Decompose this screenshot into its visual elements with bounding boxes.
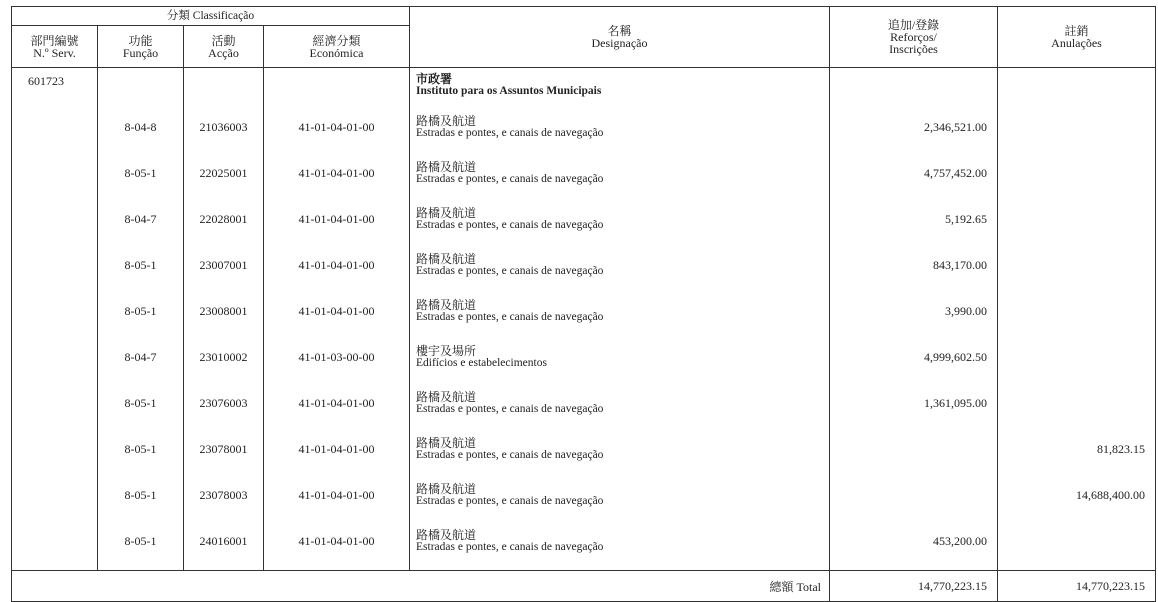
anulacoes-cell: [998, 386, 1156, 432]
designation-zh: 路橋及航道: [416, 160, 477, 174]
designation-header: [410, 7, 830, 68]
accao-cell: 21036003: [184, 110, 264, 156]
funcao-cell: 8-05-1: [98, 294, 184, 340]
economica-cell: 41-01-04-01-00: [264, 248, 410, 294]
budget-table: [11, 6, 1156, 602]
reforcos-cell: 843,170.00: [830, 248, 998, 294]
designation-pt: Estradas e pontes, e canais de navegação: [416, 265, 604, 277]
economica-header: [264, 26, 410, 68]
economica-cell: 41-01-04-01-00: [264, 524, 410, 571]
empty-cell: [830, 68, 998, 111]
anulacoes-cell: [998, 110, 1156, 156]
designation-pt: Edifícios e estabelecimentos: [416, 357, 547, 369]
service-name-zh: 市政署: [416, 72, 453, 86]
economica-cell: 41-01-04-01-00: [264, 478, 410, 524]
serv-cell: [12, 524, 98, 571]
accao-cell: 23078001: [184, 432, 264, 478]
funcao-cell: 8-05-1: [98, 432, 184, 478]
designation-zh: 路橋及航道: [416, 114, 477, 128]
serv-header-zh: 部門編號: [30, 33, 79, 48]
anulacoes-cell: [998, 524, 1156, 571]
reforcos-cell: 3,990.00: [830, 294, 998, 340]
anulacoes-cell: [998, 340, 1156, 386]
economica-cell: 41-01-04-01-00: [264, 294, 410, 340]
economica-cell: 41-01-04-01-00: [264, 202, 410, 248]
economica-cell: 41-01-04-01-00: [264, 386, 410, 432]
accao-header-zh: 活動: [211, 33, 236, 48]
serv-cell: [12, 294, 98, 340]
designation-pt: Estradas e pontes, e canais de navegação: [416, 173, 604, 185]
economica-cell: 41-01-04-01-00: [264, 432, 410, 478]
table-row: [12, 432, 1156, 478]
reforcos-cell: 453,200.00: [830, 524, 998, 571]
serv-cell: [12, 386, 98, 432]
designation-zh: 路橋及航道: [416, 436, 477, 450]
designation-pt: Estradas e pontes, e canais de navegação: [416, 127, 604, 139]
accao-header: [184, 26, 264, 68]
reforcos-cell: 1,361,095.00: [830, 386, 998, 432]
designation-header-zh: 名稱: [607, 24, 632, 38]
total-anulacoes: 14,770,223.15: [998, 571, 1156, 602]
table-row: [12, 340, 1156, 386]
serv-header: [12, 26, 98, 68]
serv-cell: [12, 340, 98, 386]
classification-header: 分類 Classificação: [12, 7, 410, 26]
total-label: 總額 Total: [410, 571, 830, 602]
funcao-cell: 8-04-7: [98, 340, 184, 386]
table-row: [12, 386, 1156, 432]
accao-cell: 24016001: [184, 524, 264, 571]
designation-cell: [410, 156, 830, 202]
table-row: [12, 478, 1156, 524]
empty-cell: [184, 68, 264, 111]
designation-cell: [410, 524, 830, 571]
empty-cell: [98, 68, 184, 111]
table-row: [12, 524, 1156, 571]
designation-cell: [410, 294, 830, 340]
economica-cell: 41-01-04-01-00: [264, 110, 410, 156]
accao-cell: 23007001: [184, 248, 264, 294]
designation-pt: Estradas e pontes, e canais de navegação: [416, 495, 604, 507]
designation-zh: 路橋及航道: [416, 206, 477, 220]
anulacoes-header-pt: Anulações: [1051, 36, 1102, 50]
empty-cell: [998, 68, 1156, 111]
empty-cell: [264, 571, 410, 602]
service-row: [12, 68, 1156, 111]
designation-cell: [410, 386, 830, 432]
designation-cell: [410, 340, 830, 386]
reforcos-cell: [830, 432, 998, 478]
serv-cell: [12, 248, 98, 294]
accao-cell: 22028001: [184, 202, 264, 248]
table-row: [12, 202, 1156, 248]
designation-zh: 路橋及航道: [416, 298, 477, 312]
empty-cell: [98, 571, 184, 602]
empty-cell: [12, 571, 98, 602]
anulacoes-cell: 81,823.15: [998, 432, 1156, 478]
funcao-cell: 8-05-1: [98, 524, 184, 571]
accao-cell: 22025001: [184, 156, 264, 202]
funcao-header-pt: Função: [122, 45, 159, 60]
designation-cell: [410, 478, 830, 524]
serv-cell: [12, 478, 98, 524]
serv-header-pt: N.º Serv.: [33, 45, 76, 60]
designation-zh: 樓宇及場所: [416, 344, 477, 358]
total-reforcos: 14,770,223.15: [830, 571, 998, 602]
funcao-cell: 8-05-1: [98, 386, 184, 432]
accao-cell: 23076003: [184, 386, 264, 432]
funcao-cell: 8-04-7: [98, 202, 184, 248]
anulacoes-cell: 14,688,400.00: [998, 478, 1156, 524]
serv-cell: [12, 202, 98, 248]
table-row: [12, 294, 1156, 340]
accao-cell: 23008001: [184, 294, 264, 340]
anulacoes-header: [998, 7, 1156, 68]
funcao-header: [98, 26, 184, 68]
funcao-cell: 8-05-1: [98, 248, 184, 294]
reforcos-cell: 4,757,452.00: [830, 156, 998, 202]
designation-pt: Estradas e pontes, e canais de navegação: [416, 541, 604, 553]
economica-header-pt: Económica: [309, 45, 364, 60]
funcao-cell: 8-05-1: [98, 156, 184, 202]
designation-zh: 路橋及航道: [416, 390, 477, 404]
anulacoes-cell: [998, 202, 1156, 248]
designation-pt: Estradas e pontes, e canais de navegação: [416, 403, 604, 415]
funcao-cell: 8-04-8: [98, 110, 184, 156]
anulacoes-cell: [998, 294, 1156, 340]
designation-zh: 路橋及航道: [416, 528, 477, 542]
designation-pt: Estradas e pontes, e canais de navegação: [416, 311, 604, 323]
reforcos-cell: 4,999,602.50: [830, 340, 998, 386]
table-row: [12, 156, 1156, 202]
designation-cell: [410, 202, 830, 248]
funcao-cell: 8-05-1: [98, 478, 184, 524]
reforcos-header-pt1: Reforços/: [890, 30, 937, 44]
designation-pt: Estradas e pontes, e canais de navegação: [416, 449, 604, 461]
accao-cell: 23078003: [184, 478, 264, 524]
service-name-pt: Instituto para os Assuntos Municipais: [416, 85, 602, 97]
designation-cell: [410, 110, 830, 156]
designation-pt: Estradas e pontes, e canais de navegação: [416, 219, 604, 231]
accao-header-pt: Acção: [208, 45, 239, 60]
service-name: [410, 68, 830, 111]
funcao-header-zh: 功能: [128, 33, 153, 48]
reforcos-header-zh: 追加/登錄: [887, 18, 940, 32]
economica-cell: 41-01-03-00-00: [264, 340, 410, 386]
anulacoes-header-zh: 註銷: [1064, 24, 1089, 38]
empty-cell: [264, 68, 410, 111]
designation-zh: 路橋及航道: [416, 252, 477, 266]
designation-cell: [410, 432, 830, 478]
table-body: [12, 68, 1156, 571]
serv-cell: [12, 432, 98, 478]
serv-cell: [12, 110, 98, 156]
economica-cell: 41-01-04-01-00: [264, 156, 410, 202]
economica-header-zh: 經濟分類: [312, 33, 361, 48]
anulacoes-cell: [998, 156, 1156, 202]
total-row: [12, 571, 1156, 602]
reforcos-cell: [830, 478, 998, 524]
designation-cell: [410, 248, 830, 294]
designation-zh: 路橋及航道: [416, 482, 477, 496]
designation-header-pt: Designação: [591, 36, 648, 50]
empty-cell: [184, 571, 264, 602]
accao-cell: 23010002: [184, 340, 264, 386]
table-row: [12, 248, 1156, 294]
reforcos-header: [830, 7, 998, 68]
serv-cell: [12, 156, 98, 202]
reforcos-header-pt2: Inscrições: [889, 42, 938, 56]
table-row: [12, 110, 1156, 156]
service-code: 601723: [12, 68, 98, 111]
reforcos-cell: 5,192.65: [830, 202, 998, 248]
reforcos-cell: 2,346,521.00: [830, 110, 998, 156]
anulacoes-cell: [998, 248, 1156, 294]
